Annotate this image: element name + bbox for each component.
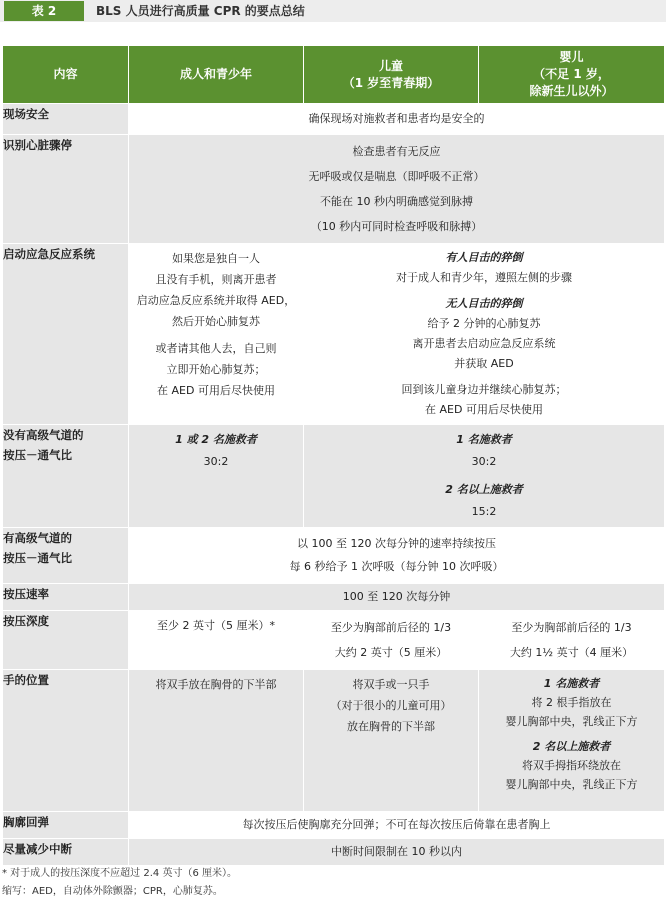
cpr-summary-table <box>2 45 665 866</box>
row-label <box>3 425 129 528</box>
cell-line: 将双手拇指环绕放在 <box>522 759 621 772</box>
cell-line: 给予 2 分钟的心肺复苏 <box>427 317 541 330</box>
row-hand-position <box>3 670 665 812</box>
cell-value: 15:2 <box>471 505 497 518</box>
cell-infant <box>479 611 665 670</box>
header-infant-title: 婴儿 <box>559 50 584 64</box>
row-label-line: 有高级气道的 <box>3 531 72 545</box>
subheading: 1 名施救者 <box>543 677 600 690</box>
cell-text: 至少 2 英寸（5 厘米）* <box>157 619 275 632</box>
cell-adult <box>129 425 304 528</box>
cell-all-groups <box>129 528 665 584</box>
cell-line: 以 100 至 120 次每分钟的速率持续按压 <box>297 537 496 550</box>
header-child-title: 儿童 <box>378 58 403 73</box>
row-label-line: 没有高级气道的 <box>3 428 84 442</box>
cell-line: 在 AED 可用后尽快使用 <box>157 384 275 397</box>
cell-all-groups <box>129 812 665 839</box>
cell-child-infant <box>304 425 665 528</box>
cell-line: 立即开始心肺复苏； <box>166 363 266 376</box>
cell-line: 将双手或一只手 <box>352 678 430 691</box>
cell-line: 婴儿胸部中央，乳线正下方 <box>505 715 638 728</box>
header-adult: 成人和青少年 <box>129 46 304 104</box>
cell-value: 30:2 <box>471 455 497 468</box>
subheading: 2 名以上施救者 <box>532 740 611 753</box>
row-scene-safety <box>3 104 665 135</box>
row-label: 按压速率 <box>3 584 129 611</box>
row-activate-ems <box>3 244 665 425</box>
row-label <box>3 528 129 584</box>
row-label: 胸廓回弹 <box>3 812 129 839</box>
cell-text: 将双手放在胸骨的下半部 <box>155 678 277 691</box>
cell-line: 每 6 秒给予 1 次呼吸（每分钟 10 次呼吸） <box>289 560 504 573</box>
cell-line: 不能在 10 秒内明确感觉到脉搏 <box>320 195 473 208</box>
table-title: BLS 人员进行高质量 CPR 的要点总结 <box>96 4 305 18</box>
subheading: 1 名施救者 <box>456 433 512 446</box>
cell-adult <box>129 611 304 670</box>
row-ratio-with-airway <box>3 528 665 584</box>
row-minimize-interruptions <box>3 839 665 866</box>
cell-line: （10 秒内可同时检查呼吸和脉搏） <box>310 220 483 233</box>
row-compression-rate <box>3 584 665 611</box>
cell-line: 如果您是独自一人 <box>172 252 260 265</box>
header-infant-range-2: 除新生儿以外） <box>529 84 614 98</box>
cell-line: 将 2 根手指放在 <box>531 696 612 709</box>
row-ratio-no-airway <box>3 425 665 528</box>
table-header-row <box>3 46 665 104</box>
table-number-badge: 表 2 <box>4 1 84 21</box>
cell-all-groups <box>129 104 665 135</box>
cell-all-groups <box>129 839 665 866</box>
cell-line: 并获取 AED <box>454 357 514 370</box>
cell-child <box>304 611 479 670</box>
cell-text: 确保现场对施救者和患者均是安全的 <box>308 112 485 125</box>
header-content: 内容 <box>3 46 129 104</box>
cell-child <box>304 670 479 812</box>
cell-text: 100 至 120 次每分钟 <box>342 590 451 603</box>
cell-line: 大约 2 英寸（5 厘米） <box>334 646 448 659</box>
cell-text: 中断时间限制在 10 秒以内 <box>331 845 462 858</box>
cell-infant <box>479 670 665 812</box>
row-label: 启动应急反应系统 <box>3 244 129 425</box>
cell-line: 放在胸骨的下半部 <box>347 720 435 733</box>
cell-line: 离开患者去启动应急反应系统 <box>412 337 556 350</box>
subheading: 有人目击的猝倒 <box>445 251 523 264</box>
row-label-line: 按压－通气比 <box>3 551 72 565</box>
cell-value: 30:2 <box>203 455 229 468</box>
cell-child-infant <box>304 244 665 425</box>
row-label: 识别心脏骤停 <box>3 135 129 244</box>
subheading: 2 名以上施救者 <box>445 483 523 496</box>
row-label: 尽量减少中断 <box>3 839 129 866</box>
cell-line: 回到该儿童身边并继续心肺复苏； <box>401 383 567 396</box>
cell-line: 检查患者有无反应 <box>352 145 441 158</box>
cell-line: （对于很小的儿童可用） <box>330 699 452 712</box>
cell-line: 对于成人和青少年，遵照左侧的步骤 <box>396 271 572 284</box>
footnote-depth: * 对于成人的按压深度不应超过 2.4 英寸（6 厘米）。 <box>2 868 237 879</box>
cell-line: 至少为胸部前后径的 1/3 <box>511 621 632 634</box>
row-recognize-arrest <box>3 135 665 244</box>
row-label: 按压深度 <box>3 611 129 670</box>
cell-line: 然后开始心肺复苏 <box>172 315 260 328</box>
row-label: 手的位置 <box>3 670 129 812</box>
cell-all-groups <box>129 584 665 611</box>
cell-line: 大约 1½ 英寸（4 厘米） <box>509 646 634 659</box>
cell-line: 或者请其他人去，自己则 <box>155 342 277 355</box>
header-infant <box>479 46 665 104</box>
cell-adult <box>129 670 304 812</box>
row-label: 现场安全 <box>3 104 129 135</box>
row-compression-depth <box>3 611 665 670</box>
cell-line: 至少为胸部前后径的 1/3 <box>330 621 452 634</box>
row-chest-recoil <box>3 812 665 839</box>
header-child <box>304 46 479 104</box>
cell-line: 无呼吸或仅是喘息（即呼吸不正常） <box>308 170 485 183</box>
cell-adult <box>129 244 304 425</box>
cell-line: 且没有手机，则离开患者 <box>155 273 277 286</box>
row-label-line: 按压－通气比 <box>3 448 72 462</box>
subheading: 无人目击的猝倒 <box>445 297 523 310</box>
subheading: 1 或 2 名施救者 <box>175 433 257 446</box>
cell-line: 启动应急反应系统并取得 AED， <box>136 294 296 307</box>
cell-line: 在 AED 可用后尽快使用 <box>425 403 543 416</box>
cell-all-groups <box>129 135 665 244</box>
header-infant-range: （不足 1 岁， <box>533 67 610 81</box>
cell-text: 每次按压后使胸廓充分回弹；不可在每次按压后倚靠在患者胸上 <box>242 818 551 831</box>
cell-line: 婴儿胸部中央，乳线正下方 <box>505 778 638 791</box>
header-child-range: （1 岁至青春期） <box>342 75 440 90</box>
footnote-abbreviations: 缩写：AED，自动体外除颤器；CPR，心肺复苏。 <box>2 886 223 897</box>
table-title-bar <box>0 0 666 22</box>
